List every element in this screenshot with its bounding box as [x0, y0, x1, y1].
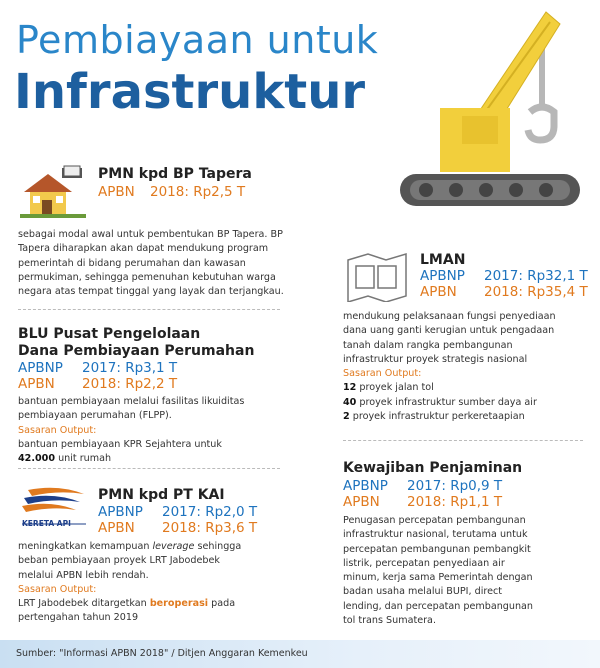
lman-output-number: 40: [343, 396, 357, 408]
kewajiban-desc-line: lending, dan percepatan pembangunan: [343, 600, 534, 612]
kai-title: PMN kpd PT KAI: [98, 487, 225, 503]
kewajiban-desc-line: Penugasan percepatan pembangunan: [343, 515, 526, 526]
kewajiban-apbnp-label: APBNP: [343, 478, 388, 494]
divider: [18, 309, 280, 310]
lman-output-text: proyek jalan tol: [359, 382, 434, 394]
lman-output-item: [343, 381, 593, 395]
blu-apbn-value: 2018: Rp2,2 T: [82, 376, 178, 392]
lman-apbnp-line: [420, 268, 588, 284]
lman-desc-line: mendukung pelaksanaan fungsi penyediaan: [343, 311, 556, 322]
tapera-apbn-line: [98, 184, 245, 200]
page-title-line1: Pembiayaan untuk: [16, 18, 379, 62]
blu-apbnp-label: APBNP: [18, 360, 63, 376]
lman-output-item: [343, 410, 593, 424]
tapera-description: [18, 228, 298, 299]
kai-apbn-line: [98, 520, 257, 536]
tapera-apbn-value: 2018: Rp2,5 T: [150, 184, 246, 200]
kewajiban-title: Kewajiban Penjaminan: [343, 460, 523, 476]
kai-desc-line1: [18, 540, 298, 554]
kai-sasaran-line1: [18, 597, 298, 611]
kai-sasaran-label: Sasaran Output:: [18, 583, 97, 595]
lman-desc-line: infrastruktur proyek strategis nasional: [343, 353, 528, 365]
kai-apbnp-label: APBNP: [98, 504, 143, 520]
page-title-line2: Infrastruktur: [14, 64, 366, 120]
kewajiban-desc-line: listrik, percepatan penyediaan air: [343, 557, 505, 569]
lman-output-text: proyek infrastruktur perkeretaapian: [352, 411, 525, 423]
kewajiban-apbnp-line: [343, 478, 502, 494]
lman-apbnp-label: APBNP: [420, 268, 465, 284]
blu-desc-line: pembiayaan perumahan (FLPP).: [18, 410, 172, 422]
tapera-desc-line: pemerintah di bidang perumahan dan kawasan: [18, 257, 246, 269]
divider: [18, 468, 280, 469]
blu-apbnp-value: 2017: Rp3,1 T: [82, 360, 178, 376]
blu-desc-line: bantuan pembiayaan melalui fasilitas likuiditas: [18, 396, 245, 407]
tapera-desc-line: negara atas tempat tinggal yang layak dan terjangkau.: [18, 286, 284, 298]
kewajiban-apbn-label: APBN: [343, 494, 380, 510]
lman-apbn-label: APBN: [420, 284, 457, 300]
lman-output-number: 12: [343, 382, 357, 394]
blu-title-line1: BLU Pusat Pengelolaan: [18, 326, 201, 342]
crane-illustration: [360, 4, 590, 216]
kewajiban-apbn-line: [343, 494, 502, 510]
lman-desc-line: tanah dalam rangka pembangunan: [343, 339, 513, 351]
lman-output-text: proyek infrastruktur sumber daya air: [359, 396, 537, 408]
footer-source: Sumber: "Informasi APBN 2018" / Ditjen Anggaran Kemenkeu: [16, 648, 308, 659]
blu-title-line2: Dana Pembiayaan Perumahan: [18, 343, 255, 359]
kewajiban-desc-line: badan usaha melalui BUPI, direct: [343, 586, 503, 598]
lman-title: LMAN: [420, 252, 466, 268]
lman-output-item: [343, 396, 593, 410]
lman-apbn-value: 2018: Rp35,4 T: [484, 284, 588, 300]
lman-apbnp-value: 2017: Rp32,1 T: [484, 268, 588, 284]
kai-desc-text: sehingga: [194, 541, 242, 552]
kewajiban-desc-line: minum, kerja sama Pemerintah dengan: [343, 572, 533, 584]
tapera-title: PMN kpd BP Tapera: [98, 166, 252, 182]
kai-apbnp-line: [98, 504, 257, 520]
blu-sasaran-label: Sasaran Output:: [18, 424, 97, 436]
lman-sasaran-label: Sasaran Output:: [343, 368, 422, 380]
tapera-desc-line: Tapera diharapkan akan dapat mendukung program: [18, 243, 269, 255]
kewajiban-desc-line: tol trans Sumatera.: [343, 615, 436, 627]
kai-description: [18, 540, 298, 626]
blu-sasaran-text: bantuan pembiayaan KPR Sejahtera untuk: [18, 438, 222, 450]
kai-desc-line2: beban pembiayaan proyek LRT Jabodebek: [18, 555, 220, 567]
kai-desc-text: meningkatkan kemampuan: [18, 541, 153, 552]
blu-apbn-line: [18, 376, 177, 392]
kai-apbn-label: APBN: [98, 520, 135, 536]
blu-description: [18, 395, 298, 466]
kai-sasaran-emphasis: beroperasi: [149, 598, 209, 610]
tapera-apbn-label: APBN: [98, 184, 135, 200]
tapera-desc-line: permukiman, sehingga pemenuhan kebutuhan warga: [18, 271, 276, 283]
lman-desc-line: dana uang ganti kerugian untuk pengadaan: [343, 325, 555, 337]
kewajiban-desc-line: infrastruktur nasional, terutama untuk: [343, 529, 528, 541]
land-map-icon: [344, 250, 410, 302]
lman-apbn-line: [420, 284, 588, 300]
kai-apbnp-value: 2017: Rp2,0 T: [162, 504, 258, 520]
blu-sasaran-number: 42.000: [18, 453, 56, 465]
lman-description: [343, 310, 593, 424]
lman-output-number: 2: [343, 411, 350, 423]
kai-desc-line3: melalui APBN lebih rendah.: [18, 569, 149, 581]
kai-desc-emphasis: leverage: [152, 541, 195, 552]
blu-sasaran-unit: unit rumah: [58, 453, 112, 465]
kewajiban-description: [343, 514, 593, 628]
kai-sasaran-text: LRT Jabodebek ditargetkan: [18, 598, 150, 610]
house-icon: [18, 162, 88, 220]
kewajiban-apbn-value: 2018: Rp1,1 T: [407, 494, 503, 510]
blu-apbnp-line: [18, 360, 177, 376]
divider: [343, 440, 583, 441]
kai-apbn-value: 2018: Rp3,6 T: [162, 520, 258, 536]
kai-sasaran-text: pada: [208, 598, 236, 610]
tapera-desc-line: sebagai modal awal untuk pembentukan BP Tapera. BP: [18, 229, 283, 240]
kereta-api-logo-text: KERETA API: [22, 519, 71, 528]
kewajiban-desc-line: percepatan pembangunan pembangkit: [343, 543, 531, 555]
kewajiban-apbnp-value: 2017: Rp0,9 T: [407, 478, 503, 494]
footer-bar: [0, 640, 600, 668]
blu-sasaran-line2: [18, 452, 298, 466]
kai-sasaran-line2: pertengahan tahun 2019: [18, 612, 139, 624]
blu-apbn-label: APBN: [18, 376, 55, 392]
